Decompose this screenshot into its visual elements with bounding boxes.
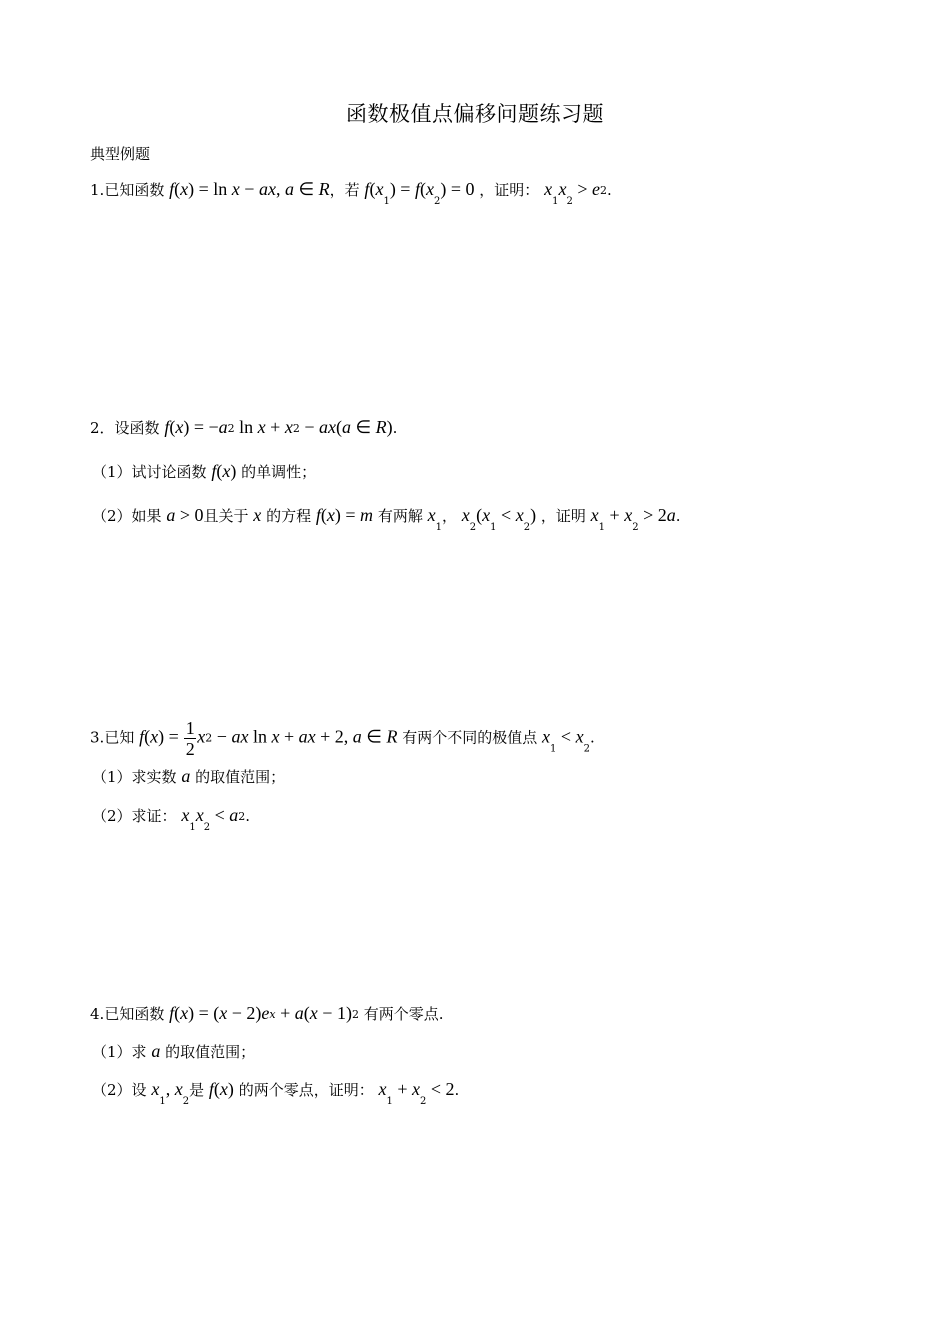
- problem-3: 3.已知 f(x) = $\frac{1}{2}$ $x^2$ − ax ln x + ax + 2, a ∈ R 有两个不同的极值点 $x_1 < x_2$.: [90, 718, 595, 759]
- problem-number: 1.: [90, 181, 105, 199]
- problem-number: 4.: [90, 1005, 105, 1023]
- page-title: 函数极值点偏移问题练习题: [346, 102, 604, 126]
- problem-4: 4.已知函数 $f(x) = (x - 2)e^x + a(x - 1)^2$ 有两个零点.: [90, 1003, 444, 1023]
- problem-text: 有两个零点.: [363, 1005, 444, 1023]
- problem-1: 1.已知函数 f(x) = ln x − ax, a ∈ R，若 $f(x_1) = f(x_2) = 0$ ，证明： $x_1x_2 > e^2$.: [90, 179, 612, 207]
- problem-2-part-1: （1）试讨论函数 f(x) 的单调性；: [92, 461, 317, 481]
- section-heading: 典型例题: [90, 145, 151, 163]
- fraction-half: $\frac{1}{2}$: [185, 718, 195, 759]
- problem-2: 2．设函数 $f(x) = -a^2$ $\ln x + x^2 - ax(a$ ∈ R).: [90, 417, 398, 437]
- problem-text: 已知函数: [104, 181, 165, 199]
- problem-4-part-2: （2）设 $x_1$, $x_2$是 f(x) 的两个零点，证明： $x_1 + x_2 < 2$.: [92, 1079, 460, 1107]
- problem-3-part-1: （1）求实数 a 的取值范围；: [92, 766, 286, 786]
- problem-4-part-1: （1）求 a 的取值范围；: [92, 1041, 256, 1061]
- problem-text: ，证明：: [479, 181, 540, 199]
- problem-text: ，若: [329, 181, 360, 199]
- problem-3-part-2: （2）求证： $x_1x_2 < a^2$.: [92, 805, 251, 833]
- problem-number: 2．: [90, 419, 115, 437]
- problem-text: 已知: [104, 728, 135, 747]
- problem-text: 有两个不同的极值点: [402, 728, 538, 747]
- problem-2-part-2: （2）如果 a > 0且关于 x 的方程 f(x) = m 有两解 $x_1$， $x_2(x_1 < x_2)$ ，证明 $x_1 + x_2 > 2a$.: [92, 505, 681, 533]
- problem-text: 设函数: [114, 419, 160, 437]
- problem-number: 3.: [90, 728, 105, 747]
- problem-text: 已知函数: [104, 1005, 165, 1023]
